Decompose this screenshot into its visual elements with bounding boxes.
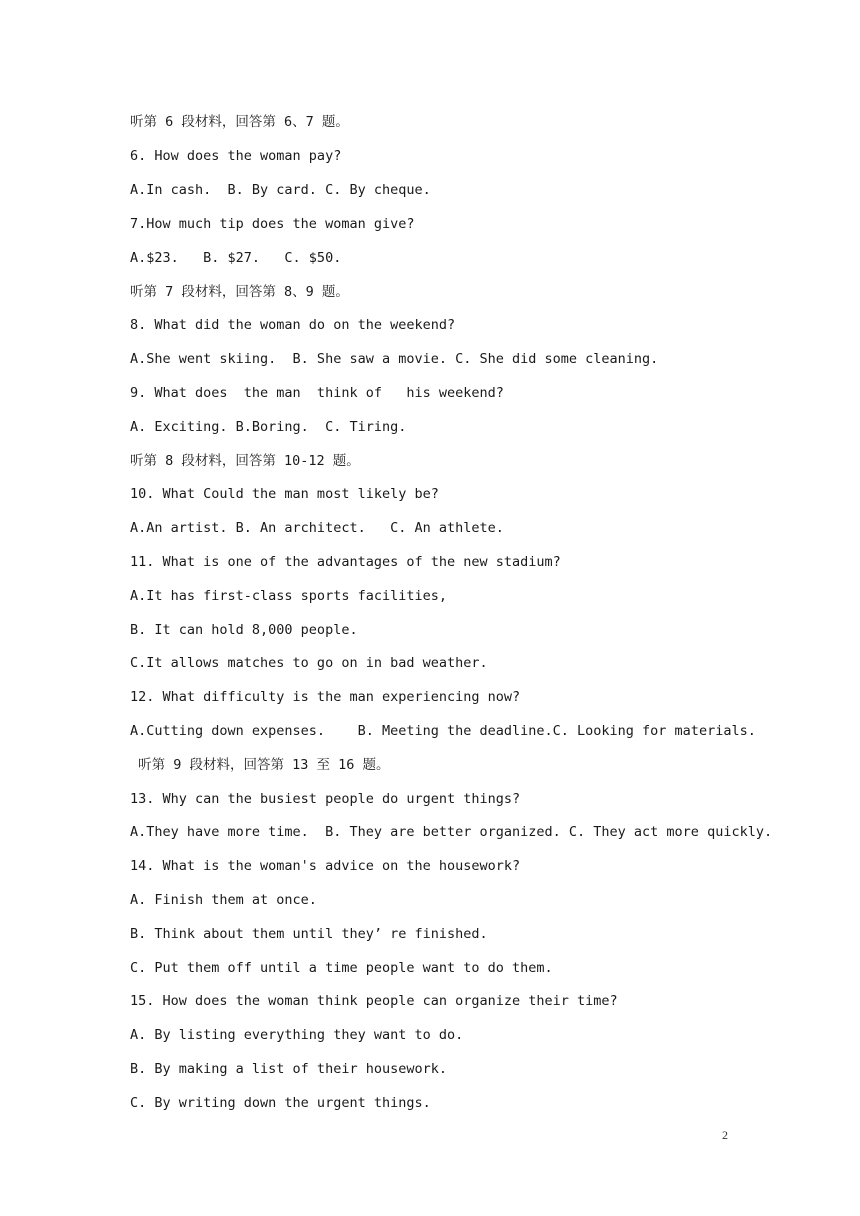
option-15-a: A. By listing everything they want to do. (130, 1027, 464, 1043)
section-heading-7: 听第 7 段材料，回答第 8、9 题。 (130, 284, 349, 300)
options-8: A.She went skiing. B. She saw a movie. C. She did some cleaning. (130, 351, 659, 367)
options-13: A.They have more time. B. They are better organized. C. They act more quickly. (130, 824, 773, 840)
question-7: 7.How much tip does the woman give? (130, 216, 415, 232)
question-9: 9. What does the man think of his weekend? (130, 385, 504, 401)
question-11: 11. What is one of the advantages of the new stadium? (130, 554, 561, 570)
option-11-b: B. It can hold 8,000 people. (130, 622, 358, 638)
question-6: 6. How does the woman pay? (130, 148, 342, 164)
page-number: 2 (722, 1128, 728, 1142)
options-10: A.An artist. B. An architect. C. An athlete. (130, 520, 504, 536)
option-14-a: A. Finish them at once. (130, 892, 317, 908)
options-7: A.$23. B. $27. C. $50. (130, 250, 342, 266)
option-11-c: C.It allows matches to go on in bad weather. (130, 655, 488, 671)
question-14: 14. What is the woman's advice on the housework? (130, 858, 521, 874)
option-14-b: B. Think about them until they’ re finished. (130, 926, 488, 942)
section-heading-6: 听第 6 段材料，回答第 6、7 题。 (130, 114, 349, 130)
options-6: A.In cash. B. By card. C. By cheque. (130, 182, 431, 198)
option-15-c: C. By writing down the urgent things. (130, 1095, 431, 1111)
question-15: 15. How does the woman think people can organize their time? (130, 993, 618, 1009)
option-11-a: A.It has first-class sports facilities, (130, 588, 447, 604)
question-12: 12. What difficulty is the man experiencing now? (130, 689, 521, 705)
question-8: 8. What did the woman do on the weekend? (130, 317, 456, 333)
question-10: 10. What Could the man most likely be? (130, 486, 439, 502)
question-13: 13. Why can the busiest people do urgent things? (130, 791, 521, 807)
section-heading-9: 听第 9 段材料，回答第 13 至 16 题。 (130, 757, 390, 773)
section-heading-8: 听第 8 段材料，回答第 10-12 题。 (130, 453, 360, 469)
options-9: A. Exciting. B.Boring. C. Tiring. (130, 419, 407, 435)
option-15-b: B. By making a list of their housework. (130, 1061, 447, 1077)
options-12: A.Cutting down expenses. B. Meeting the deadline.C. Looking for materials. (130, 723, 756, 739)
option-14-c: C. Put them off until a time people want to do them. (130, 960, 553, 976)
